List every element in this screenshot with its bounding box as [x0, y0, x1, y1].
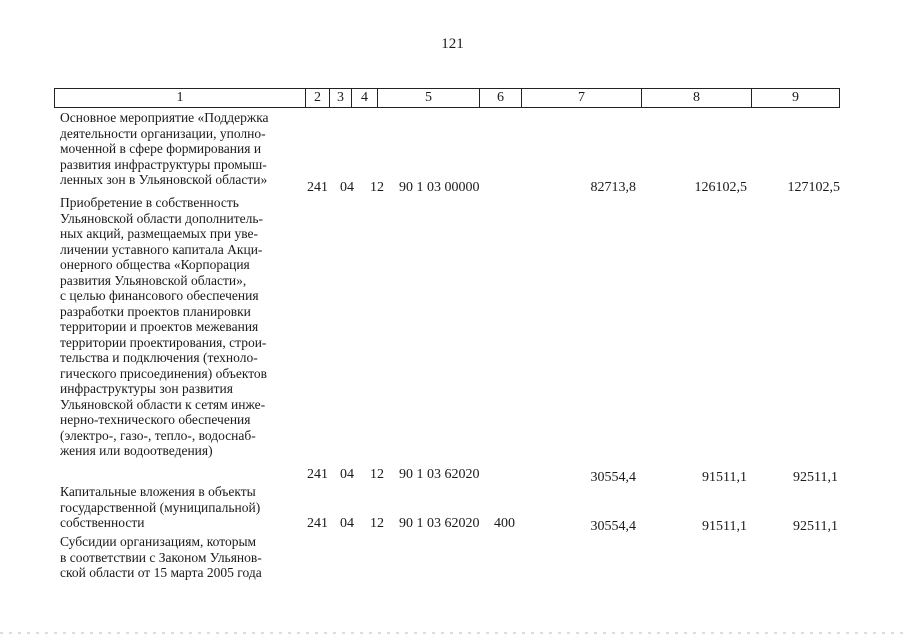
row-3-col-9: 92511,1: [793, 519, 838, 534]
row-2-desc-line: развития Ульяновской области»,: [60, 272, 247, 288]
row-3-col-2: 241: [307, 516, 328, 531]
row-3-col-4: 12: [370, 516, 384, 531]
row-1-col-7: 82713,8: [590, 180, 636, 195]
row-3-desc-line: Капитальные вложения в объекты: [60, 484, 256, 499]
scan-edge-divider: [0, 632, 905, 634]
page-number: 121: [441, 36, 464, 52]
row-2-desc-line: личении уставного капитала Акци-: [60, 241, 263, 257]
row-4-desc-line: Субсидии организациям, которым: [60, 534, 257, 549]
row-4-description: [60, 534, 298, 581]
row-1-col-3: 04: [340, 180, 354, 195]
row-2-desc-line: тельства и подключения (техноло-: [60, 350, 258, 365]
row-1-col-9: 127102,5: [787, 180, 840, 195]
row-3-col-3: 04: [340, 516, 354, 531]
row-1-col-4: 12: [370, 180, 384, 195]
header-col-6: 6: [479, 89, 521, 107]
row-2-col-9: 92511,1: [793, 470, 838, 485]
row-2-desc-line: жения или водоотведения): [60, 443, 213, 458]
row-1-col-2: 241: [307, 180, 328, 195]
header-col-7: 7: [521, 89, 641, 107]
row-3-desc-line: государственной (муниципальной): [60, 499, 261, 515]
row-1-desc-line: Основное мероприятие «Поддержка: [60, 110, 269, 125]
row-2-col-5: 90 1 03 62020: [399, 467, 480, 482]
row-2-desc-line: с целью финансового обеспечения: [60, 288, 259, 303]
row-2-desc-line: Ульяновской области к сетям инже-: [60, 396, 266, 412]
header-col-3: 3: [329, 89, 351, 107]
row-2-description: [60, 195, 298, 459]
row-2-col-3: 04: [340, 467, 354, 482]
row-2-desc-line: Приобретение в собственность: [60, 195, 239, 210]
row-2-desc-line: онерного общества «Корпорация: [60, 257, 250, 272]
row-3-description: [60, 484, 298, 531]
row-1-col-8: 126102,5: [694, 180, 747, 195]
header-col-2: 2: [305, 89, 329, 107]
header-col-8: 8: [641, 89, 751, 107]
row-2-desc-line: (электро-, газо-, тепло-, водоснаб-: [60, 427, 256, 443]
row-2-desc-line: Ульяновской области дополнитель-: [60, 210, 264, 226]
table-header: [54, 88, 840, 108]
row-1-desc-line: деятельности организации, уполно-: [60, 125, 266, 141]
row-2-col-4: 12: [370, 467, 384, 482]
row-2-col-8: 91511,1: [702, 470, 747, 485]
header-col-9: 9: [751, 89, 839, 107]
row-4-desc-line: в соответствии с Законом Ульянов-: [60, 549, 262, 565]
row-1-description: [60, 110, 298, 188]
row-2-desc-line: ных акций, размещаемых при уве-: [60, 226, 259, 241]
row-2-desc-line: разработки проектов планировки: [60, 303, 251, 319]
row-1-desc-line: моченной в сфере формирования и: [60, 141, 262, 156]
row-1-desc-line: ленных зон в Ульяновской области»: [60, 172, 268, 187]
header-col-5: 5: [377, 89, 479, 107]
row-3-col-6: 400: [494, 516, 515, 531]
row-3-col-8: 91511,1: [702, 519, 747, 534]
row-1-col-5: 90 1 03 00000: [399, 180, 480, 195]
row-2-col-7: 30554,4: [590, 470, 636, 485]
row-1-desc-line: развития инфраструктуры промыш-: [60, 156, 267, 172]
row-2-desc-line: нерно-технического обеспечения: [60, 412, 251, 427]
row-3-desc-line: собственности: [60, 515, 145, 530]
row-2-desc-line: территории и проектов межевания: [60, 319, 259, 334]
row-3-col-7: 30554,4: [590, 519, 636, 534]
header-col-1: 1: [176, 90, 184, 105]
row-2-desc-line: гического присоединения) объектов: [60, 365, 268, 381]
row-2-desc-line: инфраструктуры зон развития: [60, 381, 233, 396]
row-3-col-5: 90 1 03 62020: [399, 516, 480, 531]
row-2-col-2: 241: [307, 467, 328, 482]
header-col-4: 4: [351, 89, 377, 107]
row-2-desc-line: территории проектирования, строи-: [60, 334, 267, 350]
row-4-desc-line: ской области от 15 марта 2005 года: [60, 565, 262, 580]
